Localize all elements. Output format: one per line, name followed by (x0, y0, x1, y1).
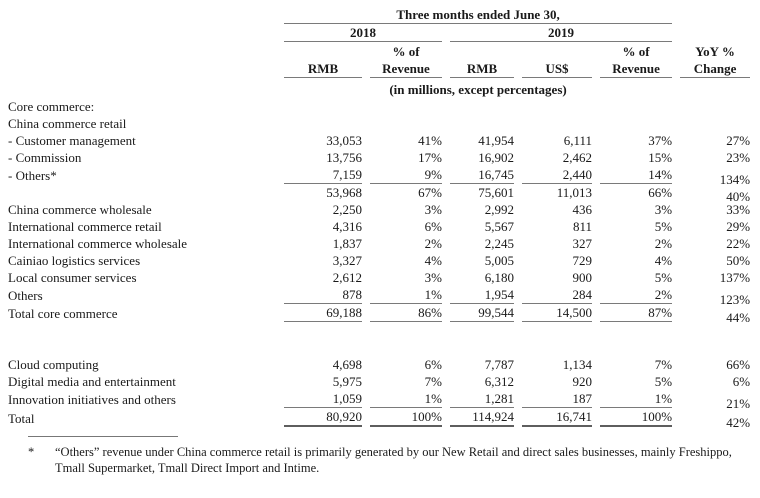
column-header-2019-pct-revenue (600, 42, 672, 78)
cell-2019-pct-revenue: 5% (654, 219, 673, 234)
header-line: % of (392, 44, 420, 59)
table-header-period-row (8, 6, 750, 24)
cell-2019-rmb: 99,544 (450, 304, 514, 322)
cell-2018-pct-revenue: 41% (418, 133, 442, 148)
cell-yoy-change: 21% (726, 396, 751, 411)
row-label: Cloud computing (8, 357, 99, 372)
cell-2018-pct-revenue (370, 115, 442, 132)
row-label: - Customer management (8, 133, 136, 148)
year-2019-header: 2019 (450, 24, 672, 42)
cell-2018-pct-revenue: 100% (370, 408, 442, 427)
row-label: Local consumer services (8, 270, 137, 285)
table-row (8, 184, 750, 201)
column-header-2019-rmb: RMB (450, 42, 514, 78)
column-header-2019-usd: US$ (522, 42, 592, 78)
cell-2018-pct-revenue (370, 98, 442, 115)
row-label: International commerce wholesale (8, 236, 188, 251)
cell-2019-usd: 900 (572, 270, 592, 285)
cell-2018-pct-revenue: 3% (424, 202, 442, 217)
table-row (8, 408, 750, 427)
footnote-separator (28, 436, 178, 437)
row-label: Core commerce: (8, 99, 95, 114)
header-line: Change (693, 61, 737, 76)
cell-2018-rmb: 13,756 (326, 150, 362, 165)
table-row (8, 373, 750, 390)
cell-yoy-change: 42% (726, 415, 751, 430)
footnote (28, 444, 736, 476)
cell-2019-usd: 6,111 (563, 133, 592, 148)
empty-cell (8, 6, 276, 24)
cell-2019-usd: 284 (522, 286, 592, 304)
cell-2018-pct-revenue: 17% (418, 150, 442, 165)
column-header-2018-rmb: RMB (284, 42, 362, 78)
cell-2019-pct-revenue: 7% (654, 357, 673, 372)
cell-2019-pct-revenue: 3% (654, 202, 673, 217)
empty-cell (680, 6, 750, 24)
cell-2019-usd: 16,741 (522, 408, 592, 427)
cell-2018-pct-revenue: 67% (418, 185, 442, 200)
row-label: Others (8, 288, 43, 303)
cell-2019-rmb (450, 115, 514, 132)
year-2018-header: 2018 (284, 24, 442, 42)
cell-2019-usd: 729 (572, 253, 592, 268)
table-row (8, 235, 750, 252)
table-header-units-row (8, 78, 750, 98)
cell-yoy-change: 6% (732, 374, 751, 389)
cell-yoy-change: 22% (726, 236, 751, 251)
cell-2018-rmb: 1,837 (332, 236, 362, 251)
period-header: Three months ended June 30, (284, 6, 672, 24)
cell-2018-pct-revenue: 6% (424, 357, 442, 372)
cell-2019-usd: 811 (572, 219, 592, 234)
cell-2019-rmb: 5,005 (484, 253, 514, 268)
cell-yoy-change: 33% (726, 202, 751, 217)
table-row (8, 390, 750, 408)
cell-2019-usd: 187 (522, 390, 592, 408)
table-row (8, 115, 750, 132)
cell-2018-rmb: 2,612 (332, 270, 362, 285)
cell-2019-pct-revenue: 14% (600, 166, 672, 184)
footnote-marker: * (28, 445, 35, 459)
spacer-row (8, 322, 750, 356)
cell-yoy-change: 137% (719, 270, 751, 285)
units-note: (in millions, except percentages) (389, 82, 567, 97)
empty-cell (680, 78, 750, 98)
cell-2018-rmb: 878 (284, 286, 362, 304)
header-line: Revenue (382, 61, 430, 76)
cell-2019-usd: 2,440 (522, 166, 592, 184)
empty-cell (8, 322, 750, 356)
cell-2019-pct-revenue: 5% (654, 374, 673, 389)
cell-2019-rmb (450, 98, 514, 115)
table-row (8, 218, 750, 235)
cell-2019-pct-revenue: 2% (600, 286, 672, 304)
cell-2018-pct-revenue: 4% (424, 253, 442, 268)
cell-yoy-change: 27% (726, 133, 751, 148)
header-line: % of (622, 44, 650, 59)
table-row (8, 149, 750, 166)
row-label: China commerce wholesale (8, 202, 152, 217)
cell-2018-rmb: 1,059 (284, 390, 362, 408)
cell-2019-rmb: 1,954 (450, 286, 514, 304)
cell-2019-pct-revenue: 4% (654, 253, 673, 268)
cell-2018-pct-revenue: 6% (424, 219, 442, 234)
table-row (8, 201, 750, 218)
cell-2018-rmb: 80,920 (284, 408, 362, 427)
cell-2019-pct-revenue: 37% (648, 133, 673, 148)
cell-2018-rmb: 53,968 (326, 185, 362, 200)
empty-cell (8, 42, 276, 78)
header-line: YoY % (695, 44, 735, 59)
cell-2019-rmb: 75,601 (478, 185, 514, 200)
cell-2019-usd: 2,462 (562, 150, 592, 165)
table-row (8, 252, 750, 269)
empty-cell (8, 78, 276, 98)
cell-2018-rmb: 2,250 (332, 202, 362, 217)
cell-2019-pct-revenue: 15% (648, 150, 673, 165)
cell-2019-rmb: 1,281 (450, 390, 514, 408)
cell-2018-rmb: 7,159 (284, 166, 362, 184)
cell-2018-rmb (284, 115, 362, 132)
cell-2019-pct-revenue: 2% (654, 236, 673, 251)
cell-2019-pct-revenue: 100% (600, 408, 672, 427)
cell-2019-pct-revenue: 5% (654, 270, 673, 285)
cell-yoy-change: 23% (726, 150, 751, 165)
column-header-2018-pct-revenue (370, 42, 442, 78)
row-label (8, 184, 276, 201)
empty-cell (680, 24, 750, 42)
table-header-year-row (8, 24, 750, 42)
cell-yoy-change (680, 115, 750, 132)
row-label: Total (8, 411, 35, 426)
row-label: Innovation initiatives and others (8, 392, 176, 407)
cell-yoy-change: 44% (726, 310, 751, 325)
cell-yoy-change: 123% (719, 292, 751, 307)
cell-2019-usd: 327 (572, 236, 592, 251)
row-label: - Others* (8, 168, 57, 183)
cell-2018-rmb: 69,188 (284, 304, 362, 322)
cell-yoy-change (680, 98, 750, 115)
table-row (8, 304, 750, 322)
cell-2019-rmb: 114,924 (450, 408, 514, 427)
cell-yoy-change: 134% (719, 172, 751, 187)
cell-2018-rmb: 3,327 (332, 253, 362, 268)
table-row (8, 356, 750, 373)
footnote-text: “Others” revenue under China commerce retail is primarily generated by our New Retail and direct sales businesses, mainly Freshippo, Tmall Supermarket, Tmall Direct Import and Intime. (55, 445, 732, 475)
cell-yoy-change: 40% (726, 189, 751, 204)
cell-2019-usd (522, 98, 592, 115)
cell-2018-rmb: 5,975 (332, 374, 362, 389)
table-row (8, 269, 750, 286)
cell-2019-pct-revenue: 1% (600, 390, 672, 408)
cell-2019-pct-revenue: 66% (648, 185, 673, 200)
row-label: Total core commerce (8, 306, 118, 321)
table-row (8, 166, 750, 184)
cell-2018-pct-revenue: 1% (370, 390, 442, 408)
cell-2018-pct-revenue: 2% (424, 236, 442, 251)
empty-cell (8, 24, 276, 42)
cell-2019-rmb: 7,787 (484, 357, 514, 372)
cell-2019-usd: 920 (572, 374, 592, 389)
cell-2018-pct-revenue: 3% (424, 270, 442, 285)
row-label: Digital media and entertainment (8, 374, 176, 389)
cell-2019-rmb: 16,902 (478, 150, 514, 165)
cell-2018-rmb: 33,053 (326, 133, 362, 148)
header-line: Revenue (612, 61, 660, 76)
cell-2019-usd: 1,134 (562, 357, 592, 372)
cell-2019-rmb: 2,992 (484, 202, 514, 217)
cell-yoy-change: 29% (726, 219, 751, 234)
cell-yoy-change: 50% (726, 253, 751, 268)
row-label: International commerce retail (8, 219, 162, 234)
financial-statement-page (0, 6, 760, 498)
cell-2019-rmb: 16,745 (450, 166, 514, 184)
row-label: China commerce retail (8, 116, 127, 131)
cell-2019-usd: 14,500 (522, 304, 592, 322)
cell-2019-rmb: 5,567 (484, 219, 514, 234)
row-label: - Commission (8, 150, 82, 165)
cell-2019-pct-revenue: 87% (600, 304, 672, 322)
table-row (8, 286, 750, 304)
table-header-columns-row (8, 42, 750, 78)
row-label: Cainiao logistics services (8, 253, 141, 268)
cell-2018-rmb: 4,698 (332, 357, 362, 372)
column-header-yoy-change (680, 42, 750, 78)
cell-yoy-change: 66% (726, 357, 751, 372)
cell-2019-usd: 436 (572, 202, 592, 217)
cell-2019-pct-revenue (600, 98, 672, 115)
cell-2018-pct-revenue: 86% (370, 304, 442, 322)
table-row (8, 132, 750, 149)
cell-2019-pct-revenue (600, 115, 672, 132)
cell-2019-usd (522, 115, 592, 132)
revenue-table (0, 6, 758, 430)
cell-2018-rmb (284, 98, 362, 115)
cell-2019-usd: 11,013 (556, 185, 592, 200)
cell-2019-rmb: 41,954 (478, 133, 514, 148)
cell-2018-rmb: 4,316 (332, 219, 362, 234)
cell-2018-pct-revenue: 7% (424, 374, 442, 389)
cell-2019-rmb: 2,245 (484, 236, 514, 251)
cell-2018-pct-revenue: 1% (370, 286, 442, 304)
cell-2019-rmb: 6,180 (484, 270, 514, 285)
cell-2019-rmb: 6,312 (484, 374, 514, 389)
table-row (8, 98, 750, 115)
cell-2018-pct-revenue: 9% (370, 166, 442, 184)
